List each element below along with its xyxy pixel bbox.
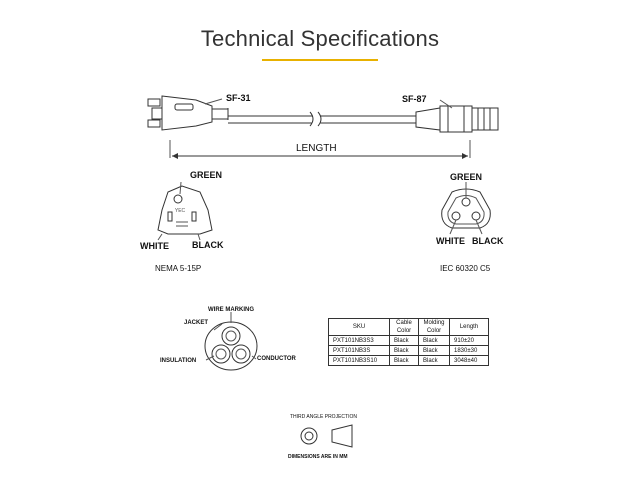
table-cell: Black (419, 356, 450, 366)
spec-header-sku: SKU (329, 319, 390, 336)
table-cell: 3048±40 (450, 356, 489, 366)
insulation-label: INSULATION (160, 358, 197, 364)
table-row (329, 346, 489, 356)
iec-ground-socket (462, 198, 470, 206)
connector-strain-relief (416, 108, 440, 130)
conductor-label: CONDUCTOR (257, 356, 296, 362)
table-cell: Black (390, 336, 419, 346)
connector-body (440, 106, 472, 132)
nema-black-label: BLACK (192, 240, 224, 250)
plug-prong-top (148, 99, 160, 106)
table-cell: PXT101NB3S (329, 346, 390, 356)
iec-connector-face (442, 182, 491, 234)
right-connector-label: SF-87 (402, 94, 427, 104)
iec-black-label: BLACK (472, 236, 504, 246)
iec-caption: IEC 60320 C5 (440, 264, 491, 273)
table-cell: PXT101NB3S3 (329, 336, 390, 346)
third-angle-projection-symbol (301, 425, 352, 447)
connector-head (472, 108, 498, 130)
plug-grip (175, 104, 193, 110)
plug-body (162, 96, 212, 130)
nema-green-label: GREEN (190, 170, 223, 180)
page-title: Technical Specifications (200, 26, 440, 51)
wire-marking-label: WIRE MARKING (208, 307, 254, 313)
cable-cross-section (205, 312, 257, 370)
spec-header-cable-color: Cable Color (390, 319, 419, 336)
spec-header-molding-color: Molding Color (419, 319, 450, 336)
spec-table (328, 318, 489, 366)
projection-top-label: THIRD ANGLE PROJECTION (290, 414, 357, 420)
table-cell: Black (390, 346, 419, 356)
table-cell: 1830±30 (450, 346, 489, 356)
iec-green-label: GREEN (450, 172, 483, 182)
table-cell: Black (419, 336, 450, 346)
nema-ground-pin (174, 195, 182, 203)
length-label: LENGTH (296, 143, 337, 154)
iec-white-label: WHITE (436, 236, 465, 246)
plug-ground-pin (152, 108, 162, 119)
jacket-label: JACKET (184, 320, 209, 326)
nema-white-label: WHITE (140, 241, 169, 251)
table-row (329, 336, 489, 346)
table-cell: PXT101NB3S10 (329, 356, 390, 366)
nema-plug-face (158, 182, 212, 240)
svg-text:YEC: YEC (174, 208, 186, 214)
left-connector-label: SF-31 (226, 93, 251, 103)
table-row (329, 356, 489, 366)
table-cell: Black (419, 346, 450, 356)
table-cell: 910±20 (450, 336, 489, 346)
nema-caption: NEMA 5-15P (155, 264, 202, 273)
table-cell: Black (390, 356, 419, 366)
spec-table-header-row (329, 319, 489, 336)
projection-bottom-label: DIMENSIONS ARE IN MM (288, 454, 348, 460)
plug-prong-bottom (148, 120, 160, 127)
spec-header-length: Length (450, 319, 489, 336)
